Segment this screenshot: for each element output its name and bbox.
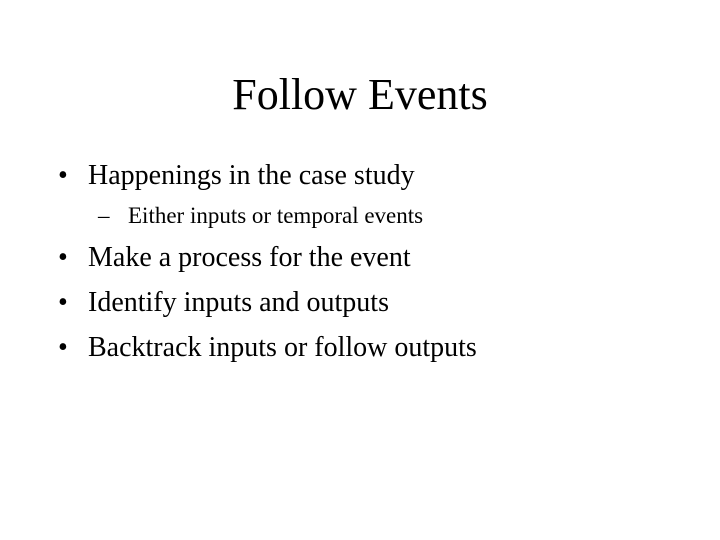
- bullet-text: Identify inputs and outputs: [88, 287, 389, 318]
- bullet-item: [58, 242, 698, 274]
- bullet-marker: •: [58, 287, 68, 318]
- bullet-marker: •: [58, 332, 68, 363]
- bullet-marker: •: [58, 242, 68, 273]
- sub-bullet-item: [58, 202, 698, 230]
- bullet-marker: •: [58, 160, 68, 191]
- slide-title: Follow Events: [232, 70, 488, 119]
- sub-bullet-text: Either inputs or temporal events: [128, 203, 424, 228]
- bullet-text: Happenings in the case study: [88, 160, 415, 191]
- bullet-text: Make a process for the event: [88, 242, 411, 273]
- bullet-item: [58, 160, 698, 192]
- bullet-text: Backtrack inputs or follow outputs: [88, 332, 477, 363]
- bullet-list: [58, 160, 698, 364]
- bullet-item: [58, 287, 698, 319]
- bullet-item: [58, 332, 698, 364]
- sub-bullet-marker: –: [98, 203, 110, 228]
